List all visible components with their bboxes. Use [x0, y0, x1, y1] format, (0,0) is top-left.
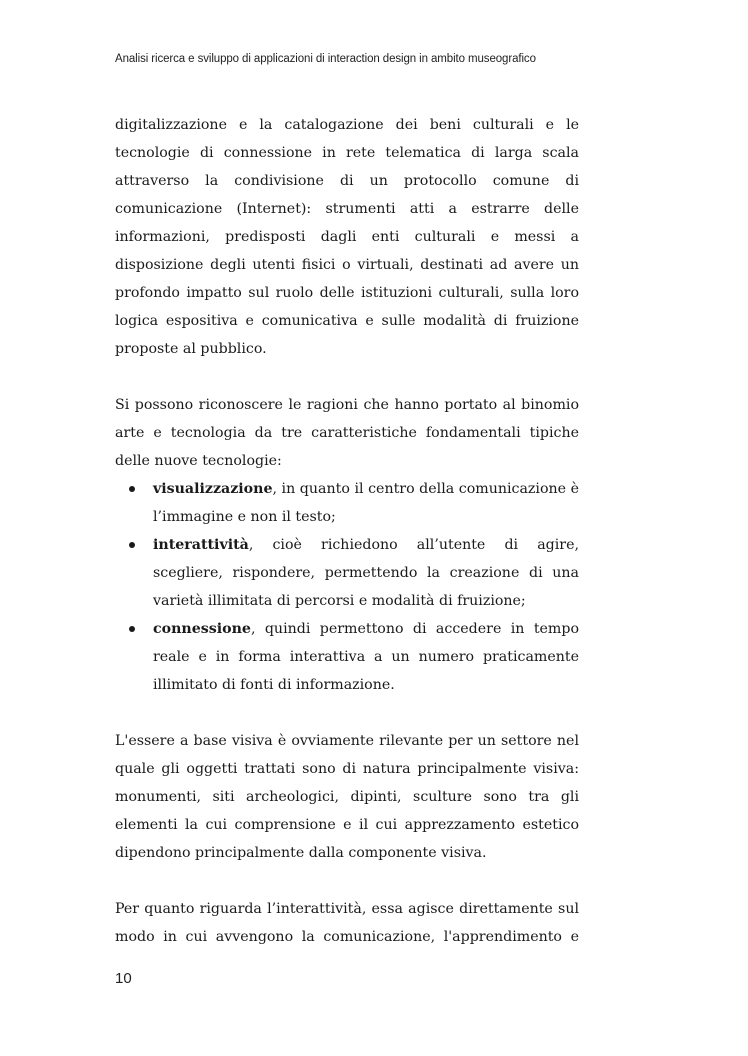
bullet-term: interattività [153, 537, 249, 553]
bullet-dot-icon [129, 542, 135, 548]
bullet-text: , cioè richiedono all’utente di agire, scegliere, rispondere, permettendo la creazione di una varietà illimitata di percorsi e modalità di fruizione; [153, 537, 579, 609]
bullet-item-connessione [115, 615, 579, 699]
bullet-text: , in quanto il centro della comunicazione è l’immagine e non il testo; [153, 481, 579, 525]
bullet-term: connessione [153, 621, 251, 637]
paragraph-4: Per quanto riguarda l’interattività, essa agisce direttamente sul modo in cui avvengono la comunicazione, l'apprendimento e [115, 901, 579, 945]
bullet-item-interattivita [115, 531, 579, 615]
body-text [115, 111, 579, 951]
features-bullet-list [115, 475, 579, 699]
paragraph-2: Si possono riconoscere le ragioni che hanno portato al binomio arte e tecnologia da tre caratteristiche fondamentali tipiche delle nuove tecnologie: [115, 397, 579, 469]
bullet-dot-icon [129, 626, 135, 632]
bullet-dot-icon [129, 486, 135, 492]
bullet-term: visualizzazione [153, 481, 273, 497]
bullet-text: , quindi permettono di accedere in tempo reale e in forma interattiva a un numero praticamente illimitato di fonti di informazione. [153, 621, 579, 693]
bullet-item-visualizzazione [115, 475, 579, 531]
running-header: Analisi ricerca e sviluppo di applicazioni di interaction design in ambito museografico [115, 53, 536, 65]
paragraph-1: digitalizzazione e la catalogazione dei beni culturali e le tecnologie di connessione in rete telematica di larga scala attraverso la condivisione di un protocollo comune di comunicazione (Internet): strumenti atti a estrarre delle informazioni, predisposti dagli enti culturali e messi a disposizione degli utenti fisici o virtuali, destinati ad avere un profondo impatto sul ruolo delle istituzioni culturali, sulla loro logica espositiva e comunicativa e sulle modalità di fruizione proposte al pubblico. [115, 117, 579, 357]
paragraph-3: L'essere a base visiva è ovviamente rilevante per un settore nel quale gli oggetti trattati sono di natura principalmente visiva: monumenti, siti archeologici, dipinti, sculture sono tra gli elementi la cui comprensione e il cui apprezzamento estetico dipendono principalmente dalla componente visiva. [115, 733, 579, 861]
page-number: 10 [115, 970, 132, 987]
